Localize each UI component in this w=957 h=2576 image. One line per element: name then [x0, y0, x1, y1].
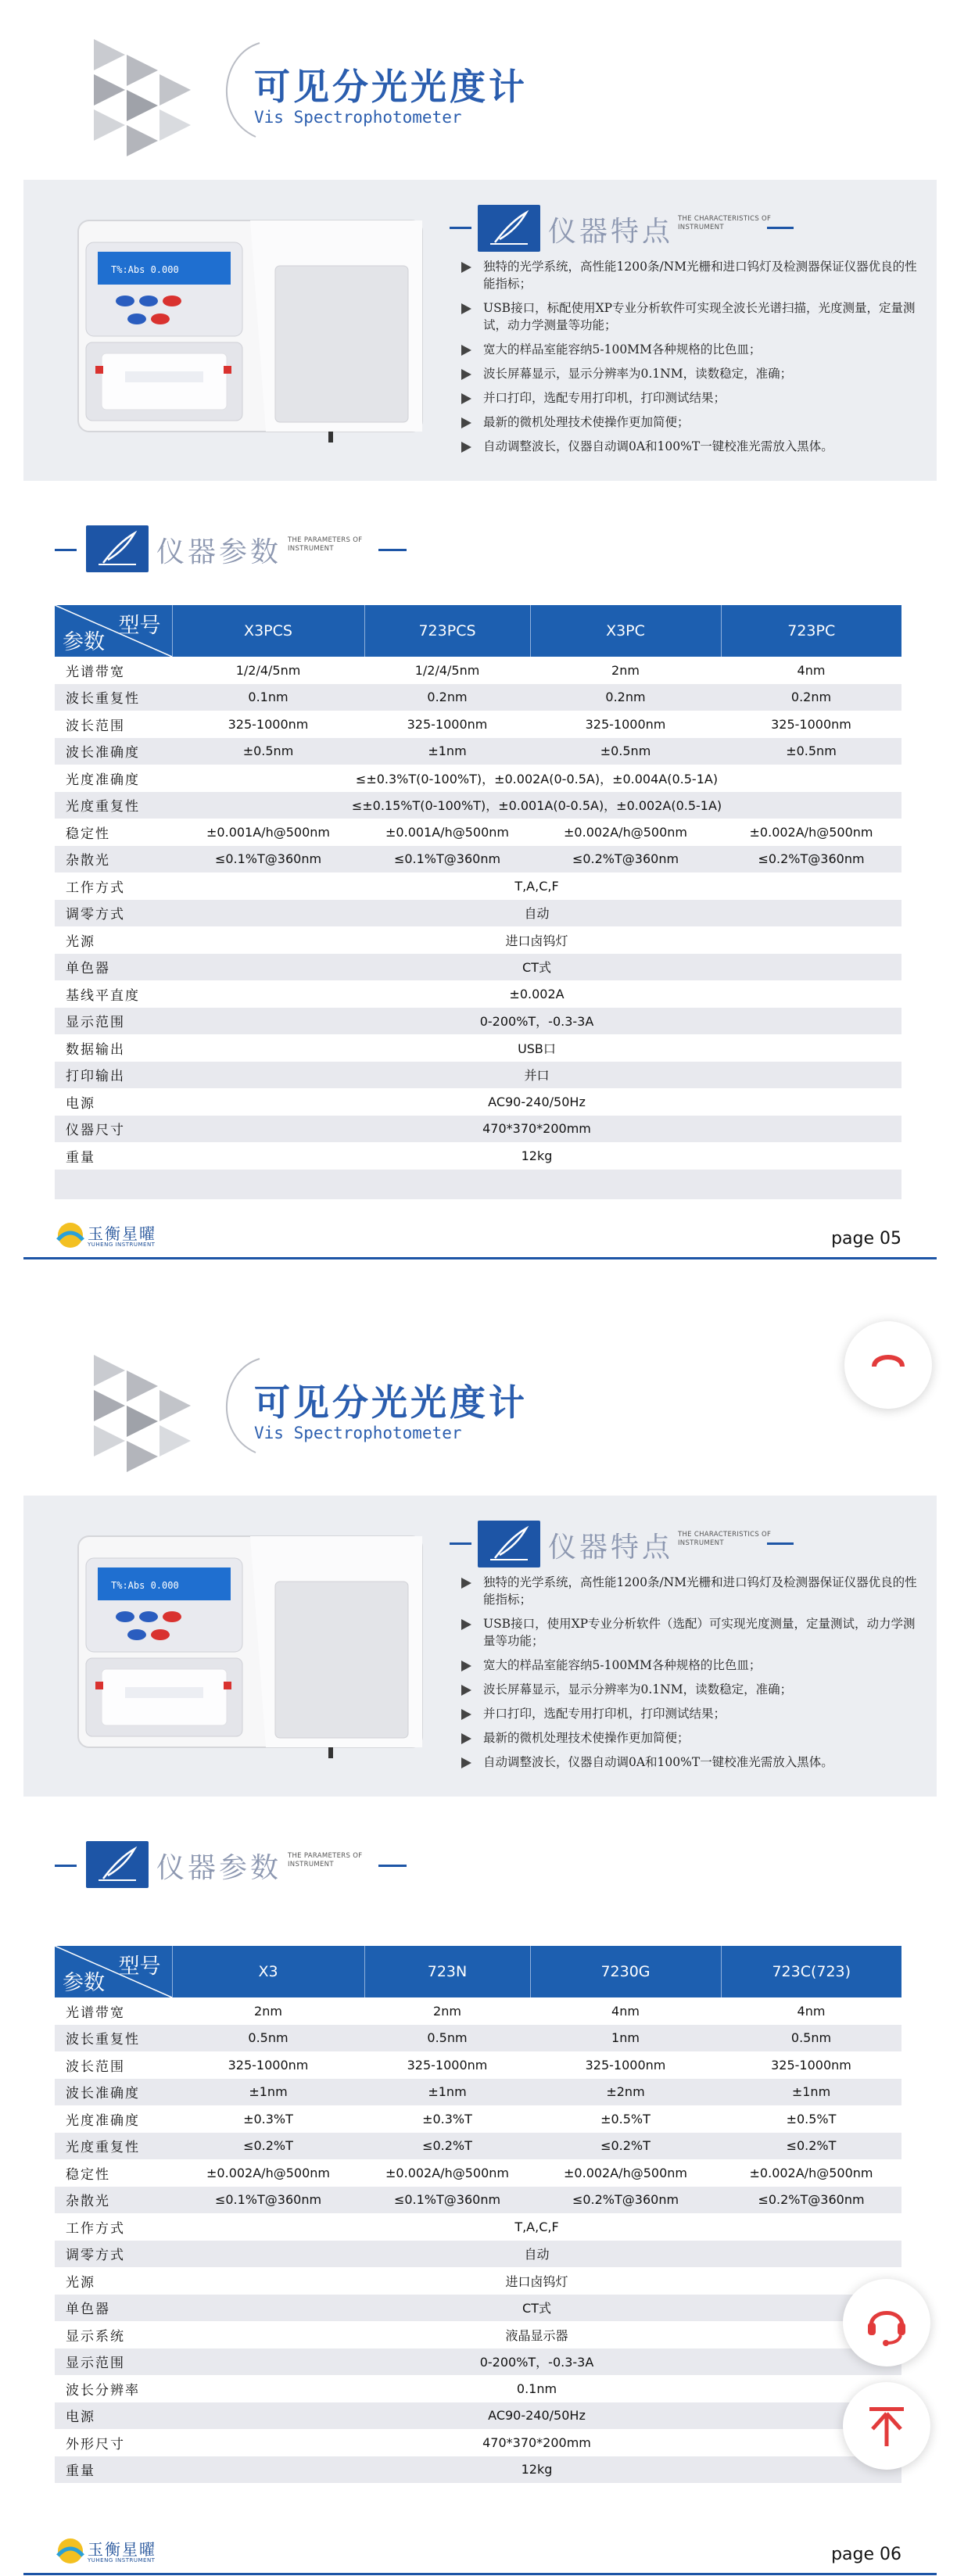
- feature-item: 波长屏幕显示，显示分辨率为0.1NM，读数稳定，准确；: [461, 365, 923, 382]
- spec-row: [55, 1997, 901, 2025]
- params-heading: [55, 516, 446, 579]
- param-value: 325-1000nm: [721, 2051, 901, 2079]
- param-value: ≤0.2%T@360nm: [721, 846, 901, 873]
- param-label: 外形尺寸: [55, 2429, 172, 2456]
- param-value: 325-1000nm: [364, 2051, 530, 2079]
- param-label: 单色器: [55, 2295, 172, 2322]
- feature-item: 宽大的样品室能容纳5-100MM各种规格的比色皿；: [461, 341, 923, 358]
- param-label: 重量: [55, 1142, 172, 1170]
- param-value: ±0.5nm: [172, 738, 364, 765]
- param-value: 12kg: [172, 2456, 901, 2484]
- param-label: 波长准确度: [55, 2079, 172, 2106]
- params-title: 仪器参数: [156, 1852, 282, 1884]
- param-value: ≤0.1%T@360nm: [172, 2187, 364, 2214]
- footer-rule: [23, 2573, 937, 2575]
- param-value: ≤0.2%T@360nm: [530, 846, 721, 873]
- param-value: 1nm: [530, 2025, 721, 2052]
- spec-row: [55, 954, 901, 981]
- quill-badge: [478, 205, 540, 252]
- param-label: 光度准确度: [55, 765, 172, 792]
- param-value: ≤0.2%T@360nm: [721, 2187, 901, 2214]
- triangle-logo-icon: [78, 31, 211, 164]
- feature-item: 独特的光学系统，高性能1200条/NM光栅和进口钨灯及检测器保证仪器优良的性能指标；: [461, 258, 923, 292]
- arrow-right-icon: [461, 1757, 471, 1768]
- param-label: 电源: [55, 1088, 172, 1116]
- arrow-right-icon: [461, 262, 471, 273]
- param-value: 1/2/4/5nm: [364, 657, 530, 684]
- heading-dash: [767, 227, 794, 229]
- param-value: 0.1nm: [172, 684, 364, 711]
- feature-item: USB接口，标配使用XP专业分析软件可实现全波长光谱扫描，光度测量，定量测试，动力学测量等功能；: [461, 299, 923, 334]
- spec-row: [55, 2133, 901, 2160]
- spec-body: [55, 1997, 901, 2483]
- param-label: 显示范围: [55, 2348, 172, 2376]
- footer-logo-cn: 玉衡星曜: [88, 2540, 156, 2559]
- feature-item: 最新的微机处理技术使操作更加简便；: [461, 1729, 923, 1747]
- param-label: 调零方式: [55, 2241, 172, 2268]
- model-header: 723N: [364, 1946, 530, 1997]
- arrow-right-icon: [461, 393, 471, 404]
- param-label: 调零方式: [55, 900, 172, 927]
- corner-label-param: 参数: [63, 630, 105, 654]
- param-value: 325-1000nm: [721, 711, 901, 738]
- param-value: ±0.002A/h@500nm: [721, 819, 901, 846]
- param-value: 12kg: [172, 1142, 901, 1170]
- param-value: ≤0.2%T: [172, 2133, 364, 2160]
- param-value: 4nm: [721, 657, 901, 684]
- param-value: 325-1000nm: [530, 2051, 721, 2079]
- param-label: 波长准确度: [55, 738, 172, 765]
- spec-row: [55, 1088, 901, 1116]
- param-label: 波长分辨率: [55, 2375, 172, 2402]
- brand-mark-icon: [55, 1220, 86, 1251]
- arrow-right-icon: [461, 345, 471, 356]
- spec-row: [55, 2267, 901, 2295]
- footer-rule: [23, 1257, 937, 1259]
- quill-badge: [86, 525, 149, 572]
- arrow-right-icon: [461, 1733, 471, 1744]
- param-value: 325-1000nm: [172, 2051, 364, 2079]
- catalog-page-06: [23, 1316, 937, 2576]
- product-title: 可见分光光度计: [254, 66, 528, 108]
- product-band: [23, 1496, 937, 1797]
- param-value: ±0.002A/h@500nm: [530, 2159, 721, 2187]
- spec-table: [55, 1946, 901, 2483]
- spec-row: [55, 2187, 901, 2214]
- corner-cell: [55, 605, 172, 657]
- page-header: [23, 0, 937, 180]
- param-label: 光谱带宽: [55, 1997, 172, 2025]
- param-value: ≤±0.3%T(0-100%T)，±0.002A(0-0.5A)，±0.004A(0.5-1A): [172, 765, 901, 792]
- param-value: CT式: [172, 954, 901, 981]
- feature-item: 宽大的样品室能容纳5-100MM各种规格的比色皿；: [461, 1657, 923, 1674]
- spec-row: [55, 684, 901, 711]
- spectrophotometer-image: [70, 1527, 438, 1761]
- corner-label-param: 参数: [63, 1971, 105, 1995]
- feature-item: 最新的微机处理技术使操作更加简便；: [461, 414, 923, 431]
- param-label: 基线平直度: [55, 980, 172, 1008]
- spec-row: [55, 738, 901, 765]
- param-value: 325-1000nm: [530, 711, 721, 738]
- param-label: 工作方式: [55, 872, 172, 900]
- param-value: 0.2nm: [721, 684, 901, 711]
- spec-row: [55, 2402, 901, 2430]
- feature-item: 自动调整波长，仪器自动调0A和100%T一键校准光需放入黑体。: [461, 1754, 923, 1771]
- feature-item: 并口打印，选配专用打印机，打印测试结果；: [461, 1705, 923, 1722]
- product-band: [23, 180, 937, 481]
- spec-row: [55, 711, 901, 738]
- quill-icon: [486, 210, 532, 247]
- arrow-right-icon: [461, 1709, 471, 1720]
- page-header: [23, 1316, 937, 1496]
- spec-table: [55, 605, 901, 1199]
- param-label: 杂散光: [55, 846, 172, 873]
- spec-row: [55, 2213, 901, 2241]
- param-label: 显示系统: [55, 2321, 172, 2348]
- heading-dash: [378, 549, 407, 551]
- heading-dash: [55, 549, 77, 551]
- param-value: 1/2/4/5nm: [172, 657, 364, 684]
- features-title-en: THE CHARACTERISTICS OF INSTRUMENT: [678, 1531, 772, 1547]
- instrument-screen-text: T%:Abs 0.000: [111, 264, 179, 275]
- param-value: ±0.001A/h@500nm: [364, 819, 530, 846]
- model-header: 723PC: [721, 605, 901, 657]
- product-subtitle: Vis Spectrophotometer: [254, 108, 462, 127]
- model-header: 7230G: [530, 1946, 721, 1997]
- arrow-right-icon: [461, 369, 471, 380]
- triangle-logo-icon: [78, 1347, 211, 1480]
- spec-row: [55, 819, 901, 846]
- param-value: ±0.001A/h@500nm: [172, 819, 364, 846]
- param-value: AC90-240/50Hz: [172, 2402, 901, 2430]
- param-value: 470*370*200mm: [172, 2429, 901, 2456]
- arrow-right-icon: [461, 1578, 471, 1589]
- param-value: ±1nm: [364, 738, 530, 765]
- param-value: ±1nm: [721, 2079, 901, 2106]
- params-title: 仪器参数: [156, 536, 282, 568]
- param-label: 波长范围: [55, 711, 172, 738]
- param-value: ±1nm: [364, 2079, 530, 2106]
- param-value: 2nm: [172, 1997, 364, 2025]
- param-value: ±0.5nm: [530, 738, 721, 765]
- param-value: ≤0.1%T@360nm: [364, 846, 530, 873]
- page-footer: [23, 1220, 937, 1260]
- footer-logo: [55, 2535, 164, 2570]
- param-value: ≤0.2%T: [364, 2133, 530, 2160]
- param-value: ≤0.2%T: [721, 2133, 901, 2160]
- features-list: [461, 258, 923, 462]
- spec-row: [55, 872, 901, 900]
- param-value: 0-200%T，-0.3-3A: [172, 2348, 901, 2376]
- param-value: ≤0.1%T@360nm: [364, 2187, 530, 2214]
- param-value: 自动: [172, 2241, 901, 2268]
- param-value: 325-1000nm: [364, 711, 530, 738]
- footer-logo-en: YUHENG INSTRUMENT: [88, 2557, 156, 2563]
- params-title-en: THE PARAMETERS OF INSTRUMENT: [288, 536, 363, 553]
- spec-row: [55, 926, 901, 954]
- param-label: 显示范围: [55, 1008, 172, 1035]
- param-value: 470*370*200mm: [172, 1116, 901, 1143]
- footer-logo: [55, 1220, 164, 1254]
- param-value: T,A,C,F: [172, 872, 901, 900]
- arrow-up-icon: [862, 2401, 912, 2451]
- features-title-en: THE CHARACTERISTICS OF INSTRUMENT: [678, 215, 772, 231]
- params-title-en: THE PARAMETERS OF INSTRUMENT: [288, 1852, 363, 1868]
- spec-row: [55, 2025, 901, 2052]
- page-number: page 06: [831, 2545, 901, 2564]
- arrow-right-icon: [461, 1619, 471, 1630]
- arrow-right-icon: [461, 1685, 471, 1696]
- param-value: 进口卤钨灯: [172, 926, 901, 954]
- spec-row: [55, 2105, 901, 2133]
- param-label: 稳定性: [55, 2159, 172, 2187]
- quill-badge: [86, 1841, 149, 1888]
- features-list: [461, 1574, 923, 1778]
- feature-item: 并口打印，选配专用打印机，打印测试结果；: [461, 389, 923, 407]
- headset-icon: [863, 1340, 913, 1390]
- corner-label-model: 型号: [118, 614, 161, 638]
- product-title: 可见分光光度计: [254, 1381, 528, 1424]
- param-label: 光度重复性: [55, 792, 172, 819]
- param-value: ±0.3%T: [364, 2105, 530, 2133]
- param-value: ±0.5%T: [721, 2105, 901, 2133]
- spec-row: [55, 2429, 901, 2456]
- model-header: 723PCS: [364, 605, 530, 657]
- param-label: 杂散光: [55, 2187, 172, 2214]
- spec-row: [55, 2348, 901, 2376]
- brand-mark-icon: [55, 2535, 86, 2567]
- param-value: ≤0.2%T: [530, 2133, 721, 2160]
- model-header: X3PCS: [172, 605, 364, 657]
- footer-logo-cn: 玉衡星曜: [88, 1224, 156, 1243]
- param-value: 0.5nm: [721, 2025, 901, 2052]
- param-value: ±0.002A: [172, 980, 901, 1008]
- corner-cell: [55, 1946, 172, 1997]
- param-value: ±0.002A/h@500nm: [530, 819, 721, 846]
- heading-dash: [378, 1865, 407, 1867]
- param-label: 光源: [55, 2267, 172, 2295]
- heading-dash: [450, 1542, 471, 1545]
- param-value: T,A,C,F: [172, 2213, 901, 2241]
- arrow-right-icon: [461, 1661, 471, 1671]
- page-footer: [23, 2535, 937, 2576]
- page-number: page 05: [831, 1229, 901, 1249]
- spec-row-empty: [55, 1170, 901, 1199]
- param-label: 光源: [55, 926, 172, 954]
- param-value: USB口: [172, 1034, 901, 1062]
- spec-row: [55, 846, 901, 873]
- service-button-partial[interactable]: [844, 1321, 932, 1409]
- param-label: 波长重复性: [55, 2025, 172, 2052]
- spec-row: [55, 2241, 901, 2268]
- param-value: ≤0.2%T@360nm: [530, 2187, 721, 2214]
- spec-row: [55, 2295, 901, 2322]
- params-heading: [55, 1832, 446, 1894]
- param-label: 仪器尺寸: [55, 1116, 172, 1143]
- param-label: 重量: [55, 2456, 172, 2484]
- param-value: 4nm: [530, 1997, 721, 2025]
- product-subtitle: Vis Spectrophotometer: [254, 1424, 462, 1442]
- spec-row: [55, 2079, 901, 2106]
- param-value: 4nm: [721, 1997, 901, 2025]
- param-value: 液晶显示器: [172, 2321, 901, 2348]
- param-label: 波长范围: [55, 2051, 172, 2079]
- param-value: ±2nm: [530, 2079, 721, 2106]
- quill-icon: [94, 1846, 141, 1883]
- param-value: 2nm: [530, 657, 721, 684]
- spec-body: [55, 657, 901, 1199]
- spec-row: [55, 980, 901, 1008]
- spec-row: [55, 1034, 901, 1062]
- param-value: 并口: [172, 1062, 901, 1089]
- heading-dash: [55, 1865, 77, 1867]
- spec-row: [55, 792, 901, 819]
- param-value: ±1nm: [172, 2079, 364, 2106]
- param-value: 2nm: [364, 1997, 530, 2025]
- spec-header-row: [55, 1946, 901, 1997]
- heading-dash: [767, 1542, 794, 1545]
- param-value: 0.2nm: [364, 684, 530, 711]
- spec-row: [55, 2321, 901, 2348]
- spec-row: [55, 2051, 901, 2079]
- param-label: 光度重复性: [55, 2133, 172, 2160]
- feature-item: 波长屏幕显示，显示分辨率为0.1NM，读数稳定，准确；: [461, 1681, 923, 1698]
- param-label: 稳定性: [55, 819, 172, 846]
- heading-dash: [450, 227, 471, 229]
- arrow-right-icon: [461, 417, 471, 428]
- param-value: 0.5nm: [172, 2025, 364, 2052]
- spec-row: [55, 657, 901, 684]
- param-value: AC90-240/50Hz: [172, 1088, 901, 1116]
- spec-row: [55, 1008, 901, 1035]
- customer-service-button[interactable]: [843, 2279, 930, 2366]
- quill-badge: [478, 1521, 540, 1567]
- param-value: ±0.002A/h@500nm: [364, 2159, 530, 2187]
- param-label: 工作方式: [55, 2213, 172, 2241]
- param-value: 0-200%T，-0.3-3A: [172, 1008, 901, 1035]
- feature-item: USB接口，使用XP专业分析软件（选配）可实现光度测量，定量测试，动力学测量等功能；: [461, 1615, 923, 1650]
- arrow-right-icon: [461, 303, 471, 314]
- spectrophotometer-image: [70, 211, 438, 446]
- instrument-screen-text: T%:Abs 0.000: [111, 1580, 179, 1591]
- feature-item: 独特的光学系统，高性能1200条/NM光栅和进口钨灯及检测器保证仪器优良的性能指标；: [461, 1574, 923, 1608]
- param-value: 进口卤钨灯: [172, 2267, 901, 2295]
- features-title: 仪器特点: [548, 216, 674, 248]
- param-value: 自动: [172, 900, 901, 927]
- model-header: X3PC: [530, 605, 721, 657]
- param-value: CT式: [172, 2295, 901, 2322]
- param-label: 电源: [55, 2402, 172, 2430]
- spec-row: [55, 765, 901, 792]
- catalog-page-05: [23, 0, 937, 1260]
- spec-header-row: [55, 605, 901, 657]
- headset-icon: [862, 2298, 912, 2348]
- spec-row: [55, 1142, 901, 1170]
- param-value: ±0.5nm: [721, 738, 901, 765]
- spec-row: [55, 900, 901, 927]
- features-heading: [450, 1521, 841, 1564]
- param-label: 数据输出: [55, 1034, 172, 1062]
- feature-item: 自动调整波长，仪器自动调0A和100%T一键校准光需放入黑体。: [461, 438, 923, 455]
- spec-row: [55, 2375, 901, 2402]
- param-value: 0.5nm: [364, 2025, 530, 2052]
- param-value: ±0.3%T: [172, 2105, 364, 2133]
- corner-label-model: 型号: [118, 1954, 161, 1979]
- param-label: 波长重复性: [55, 684, 172, 711]
- param-value: ±0.002A/h@500nm: [172, 2159, 364, 2187]
- arrow-right-icon: [461, 442, 471, 453]
- param-label: 光度准确度: [55, 2105, 172, 2133]
- quill-icon: [94, 530, 141, 568]
- footer-logo-en: YUHENG INSTRUMENT: [88, 1241, 156, 1248]
- param-label: 单色器: [55, 954, 172, 981]
- param-value: ≤±0.15%T(0-100%T)，±0.001A(0-0.5A)，±0.002A(0.5-1A): [172, 792, 901, 819]
- features-heading: [450, 205, 841, 249]
- param-value: 0.2nm: [530, 684, 721, 711]
- spec-row: [55, 2159, 901, 2187]
- spec-row: [55, 1116, 901, 1143]
- features-title: 仪器特点: [548, 1532, 674, 1564]
- model-header: 723C(723): [721, 1946, 901, 1997]
- param-label: 光谱带宽: [55, 657, 172, 684]
- back-to-top-button[interactable]: [843, 2382, 930, 2470]
- param-value: ±0.002A/h@500nm: [721, 2159, 901, 2187]
- spec-row: [55, 1062, 901, 1089]
- spec-row: [55, 2456, 901, 2484]
- param-label: 打印输出: [55, 1062, 172, 1089]
- quill-icon: [486, 1525, 532, 1563]
- param-value: 0.1nm: [172, 2375, 901, 2402]
- param-value: ≤0.1%T@360nm: [172, 846, 364, 873]
- param-value: ±0.5%T: [530, 2105, 721, 2133]
- model-header: X3: [172, 1946, 364, 1997]
- param-value: 325-1000nm: [172, 711, 364, 738]
